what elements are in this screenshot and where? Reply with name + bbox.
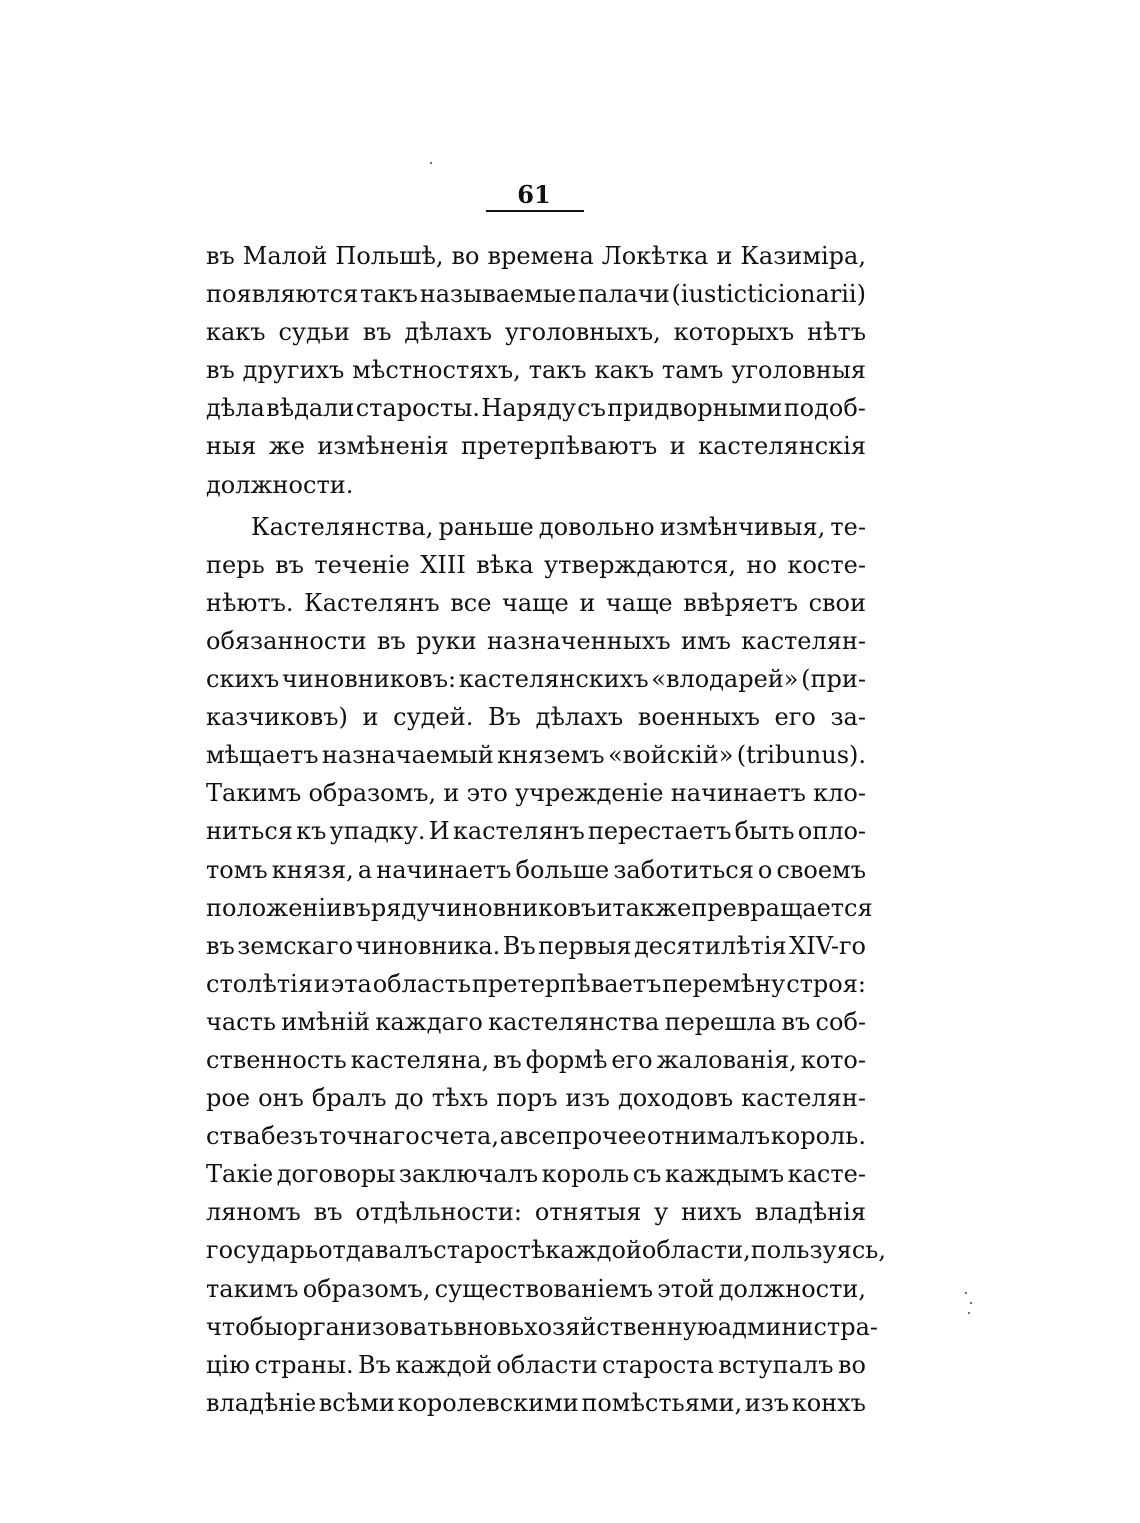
word: о (757, 855, 773, 884)
word: чаще (605, 588, 673, 617)
word: король (541, 1160, 630, 1189)
word: кастелянскія (698, 432, 866, 461)
word: государь (206, 1236, 319, 1265)
word: конхъ (791, 1388, 866, 1417)
text-line (206, 660, 866, 698)
word: же (268, 432, 305, 461)
word: назначаемый (321, 741, 494, 770)
word: палачи (578, 280, 670, 309)
word: староста (602, 1350, 714, 1379)
word: владѣніе (206, 1388, 317, 1417)
page-number: 61 (517, 180, 551, 209)
word: прочее (556, 1122, 647, 1151)
word: образомъ, (308, 779, 437, 808)
word: каждаго (375, 1007, 483, 1036)
word: жалованія, (656, 1045, 797, 1074)
word: дѣлахъ (535, 703, 624, 732)
word: въ (342, 893, 371, 922)
word: нѣютъ. (206, 588, 294, 617)
word: но (746, 550, 777, 579)
word: первыя (538, 931, 632, 960)
word: цію (206, 1350, 251, 1379)
word: старосты. (355, 394, 480, 423)
text-line (206, 1193, 866, 1231)
word: Въ (502, 931, 536, 960)
word: бралъ (311, 1084, 387, 1113)
page-number-rule (486, 210, 584, 212)
word: каждымъ (664, 1160, 785, 1189)
text-line (206, 466, 866, 504)
word: чиновниковъ: (281, 665, 457, 694)
word: XIII (420, 550, 466, 579)
word: нѣтъ (806, 318, 866, 347)
word: заключалъ (398, 1160, 539, 1189)
word: Въ (358, 1350, 391, 1379)
word: измѣненія (317, 432, 449, 461)
word: во (837, 1350, 866, 1379)
word: кастеляна, (350, 1045, 490, 1074)
word: столѣтія (206, 969, 313, 998)
word: пользуясь, (750, 1236, 886, 1265)
word: въ (362, 318, 392, 347)
word: уголовныя (731, 356, 866, 385)
word: хозяйственную (524, 1312, 718, 1341)
word: и (313, 969, 330, 998)
paragraph (206, 508, 886, 1422)
word: каждой (395, 1350, 492, 1379)
word: формѣ (525, 1045, 608, 1074)
word: въ (206, 931, 235, 960)
word: безъ (261, 1122, 319, 1151)
word: начинаетъ (376, 855, 512, 884)
word: своемъ (776, 855, 866, 884)
word: какъ (594, 356, 655, 385)
word: имѣній (281, 1007, 371, 1036)
word: Такіе (206, 1160, 274, 1189)
word: судьи (278, 318, 350, 347)
word: те- (830, 512, 866, 541)
text-line (206, 313, 866, 351)
word: должности, (718, 1274, 866, 1303)
word: нихъ (681, 1198, 742, 1227)
word: казчиковъ) (206, 703, 348, 732)
text-line (206, 1231, 886, 1269)
word: каждой (545, 1236, 642, 1265)
word: перемѣну (662, 969, 786, 998)
word: обязанности (206, 626, 367, 655)
word: вновь (453, 1312, 525, 1341)
word: изъ (565, 1084, 610, 1113)
word: такимъ (206, 1274, 299, 1303)
text-line (206, 1270, 866, 1308)
word: кастелян- (741, 1084, 866, 1113)
text-line (206, 584, 866, 622)
word: кастелян- (741, 626, 866, 655)
word: перестаетъ (587, 817, 732, 846)
word: у (654, 1198, 669, 1227)
word: XIV-го (789, 931, 866, 960)
word: чтобы (206, 1312, 284, 1341)
word: уголовныхъ, (504, 318, 661, 347)
word: появляются (206, 280, 359, 309)
text-line (206, 1308, 878, 1346)
word: король. (770, 1122, 866, 1151)
word: эта (330, 969, 372, 998)
word: ляномъ (206, 1198, 301, 1227)
word: онъ (258, 1084, 304, 1113)
word: княземъ (497, 741, 605, 770)
word: счета, (420, 1122, 499, 1151)
word: «влодарей» (651, 665, 799, 694)
word: вѣка (476, 550, 534, 579)
word: опло- (797, 817, 866, 846)
word: десятилѣтія (634, 931, 787, 960)
word: отнималъ (646, 1122, 771, 1151)
word: образомъ, (302, 1274, 431, 1303)
text-line (206, 927, 866, 965)
word: судей. (393, 703, 474, 732)
text-line (206, 546, 866, 584)
word: положеніи (206, 893, 343, 922)
word: дѣлахъ (404, 318, 492, 347)
word: ства (206, 1122, 261, 1151)
word: и (362, 703, 379, 732)
text-line (206, 237, 866, 275)
word: всѣми (318, 1388, 395, 1417)
word: это (466, 779, 508, 808)
word: чаще (502, 588, 569, 617)
word: въ (275, 550, 304, 579)
word: къ (296, 817, 327, 846)
word: Казиміра, (740, 242, 866, 270)
word: до (394, 1084, 424, 1113)
text-line (206, 1155, 866, 1193)
word: свои (808, 588, 866, 617)
text-line (206, 736, 866, 774)
word: раньше (438, 512, 534, 541)
word: этой (657, 1274, 715, 1303)
word: администра- (717, 1312, 878, 1341)
word: чиновника. (355, 931, 501, 960)
word: такъ (528, 356, 587, 385)
word: которыхъ (673, 318, 795, 347)
word: упадку. (329, 817, 426, 846)
word: такъ (360, 280, 418, 309)
word: съ (632, 1160, 662, 1189)
text-line (206, 812, 866, 850)
word: королевскими (397, 1388, 579, 1417)
word: измѣнчивыя, (659, 512, 826, 541)
text-line (206, 851, 866, 889)
text-line (206, 351, 866, 389)
word: строя: (786, 969, 866, 998)
text-line (206, 275, 866, 313)
word: Такимъ (206, 779, 302, 808)
paragraph (206, 237, 866, 504)
word: называемые (419, 280, 577, 309)
word: отнятыя (534, 1198, 642, 1227)
scan-speck (965, 1292, 967, 1294)
word: имъ (680, 626, 731, 655)
text-line (206, 389, 866, 427)
word: И (428, 817, 450, 846)
word: Кастелянства, (251, 512, 434, 541)
word: точнаго (318, 1122, 420, 1151)
word: тѣхъ (431, 1084, 489, 1113)
word: изъ (744, 1388, 790, 1417)
word: все (450, 588, 492, 617)
word: поръ (496, 1084, 558, 1113)
word: Локѣтка (601, 242, 709, 270)
word: соб- (815, 1007, 866, 1036)
word: мѣстностяхъ, (352, 356, 521, 385)
word: а (499, 1122, 514, 1151)
word: кото- (800, 1045, 866, 1074)
text-line (206, 965, 866, 1003)
word: подоб- (783, 394, 866, 423)
word: учрежденіе (514, 779, 664, 808)
text-line (206, 889, 873, 927)
word: утверждаются, (544, 550, 737, 579)
word: и (596, 893, 613, 922)
word: во (451, 242, 480, 270)
text-line (206, 1079, 866, 1117)
text-line (206, 622, 866, 660)
word: Польшѣ, (335, 242, 444, 270)
word: заботиться (613, 855, 754, 884)
word: за- (830, 703, 866, 732)
scan-speck (970, 1302, 972, 1304)
word: въ (206, 356, 235, 385)
word: въ (781, 1007, 811, 1036)
word: ственность (206, 1045, 347, 1074)
word: быть (734, 817, 795, 846)
word: владѣнія (754, 1198, 866, 1227)
word: князя, (271, 855, 354, 884)
word: вѣдали (266, 394, 355, 423)
word: существованіемъ (434, 1274, 654, 1303)
word: руки (416, 626, 477, 655)
word: его (774, 703, 816, 732)
word: ныя (206, 432, 257, 461)
word: какъ (206, 318, 266, 347)
word: довольно (538, 512, 655, 541)
scan-speck (430, 162, 432, 164)
word: его (611, 1045, 653, 1074)
word: времена (487, 242, 594, 270)
text-line (206, 698, 866, 736)
word: чиновниковъ (430, 893, 597, 922)
word: кло- (813, 779, 866, 808)
word: превращается (691, 893, 873, 922)
word: ниться (206, 817, 293, 846)
word: дѣла (206, 394, 265, 423)
word: земскаго (237, 931, 354, 960)
word: (iusticticionarii) (671, 280, 866, 309)
word: доходовъ (617, 1084, 734, 1113)
word: претерпѣваетъ (471, 969, 662, 998)
word: въ (313, 1198, 343, 1227)
word: тамъ (661, 356, 724, 385)
word: все (514, 1122, 556, 1151)
word: перешла (664, 1007, 777, 1036)
word: теченіе (314, 550, 410, 579)
word: кастелянъ (452, 817, 585, 846)
word: (при- (801, 665, 866, 694)
word: претерпѣваютъ (461, 432, 658, 461)
word: и (669, 432, 686, 461)
word: Кастелянъ (304, 588, 440, 617)
word: (tribunus). (736, 741, 866, 770)
word: организовать (283, 1312, 454, 1341)
word: другихъ (242, 356, 345, 385)
word: часть (206, 1007, 276, 1036)
word: костe- (787, 550, 866, 579)
text-line (206, 508, 866, 546)
word: договоры (276, 1160, 396, 1189)
word: назначенныхъ (486, 626, 671, 655)
word: и (443, 779, 460, 808)
word: также (612, 893, 692, 922)
word: отдавалъ (318, 1236, 434, 1265)
word: въ (493, 1045, 522, 1074)
text-line (206, 1117, 866, 1155)
word: придворными (607, 394, 783, 423)
word: старостѣ (433, 1236, 546, 1265)
word: касте- (787, 1160, 866, 1189)
word: и (579, 588, 596, 617)
word: страны. (254, 1350, 354, 1379)
word: область (372, 969, 471, 998)
word: области, (641, 1236, 751, 1265)
word: военныхъ (637, 703, 760, 732)
word: перь (206, 550, 265, 579)
text-line (206, 774, 866, 812)
word: Въ (488, 703, 521, 732)
word: въ (206, 242, 235, 270)
word: а (357, 855, 373, 884)
text-line (206, 1003, 866, 1041)
text-line (206, 1384, 866, 1422)
word: рое (206, 1084, 251, 1113)
word: начинаетъ (670, 779, 806, 808)
word: скихъ (206, 665, 280, 694)
word: «войскій» (607, 741, 734, 770)
word: ряду (370, 893, 431, 922)
word: Наряду (481, 394, 576, 423)
word: помѣстьями, (581, 1388, 743, 1417)
word: области (496, 1350, 598, 1379)
word: вступалъ (718, 1350, 834, 1379)
word: томъ (206, 855, 268, 884)
word: кастелянскихъ (458, 665, 649, 694)
word: Малой (242, 242, 328, 270)
word: съ (577, 394, 606, 423)
word: и (716, 242, 733, 270)
text-line (206, 1346, 866, 1384)
scan-speck (968, 1312, 970, 1314)
text-line (206, 427, 866, 465)
text-line (206, 1041, 866, 1079)
word: должности. (206, 470, 354, 499)
word: отдѣльности: (355, 1198, 522, 1227)
word: ввѣряетъ (683, 588, 798, 617)
word: больше (515, 855, 610, 884)
word: мѣщаетъ (206, 741, 319, 770)
word: въ (376, 626, 406, 655)
word: кастелянства (488, 1007, 660, 1036)
body-text (206, 237, 886, 1422)
